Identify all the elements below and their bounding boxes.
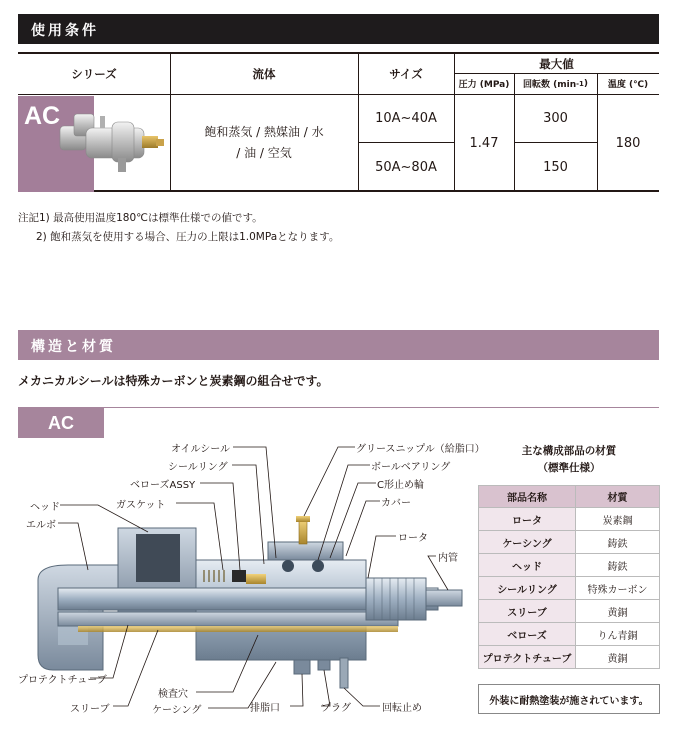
materials-col-name: 部品名称 — [479, 486, 576, 508]
materials-title — [478, 443, 660, 477]
table-row — [479, 623, 660, 646]
materials-table — [478, 485, 660, 669]
part-material: 黄銅 — [576, 646, 660, 669]
section-header-structure — [18, 330, 659, 360]
label-c-ring: C形止め輪 — [377, 480, 424, 491]
label-gasket: ガスケット — [116, 500, 166, 511]
part-material: りん青銅 — [576, 623, 660, 646]
table-row — [479, 577, 660, 600]
series-tab-label: AC — [48, 413, 74, 433]
section-title: 構造と材質 — [31, 339, 116, 355]
section-header-conditions — [18, 14, 659, 44]
part-material: 特殊カーボン — [576, 577, 660, 600]
rpm-row1: 300 — [543, 110, 568, 126]
rpm-row2: 150 — [543, 159, 568, 175]
label-elbow: エルボ — [26, 520, 56, 531]
cross-section-diagram — [18, 430, 485, 730]
label-plug: プラグ — [321, 703, 351, 714]
fluid-cell — [170, 94, 358, 192]
part-name: ヘッド — [479, 554, 576, 577]
header-fluid: 流体 — [252, 67, 276, 81]
label-sleeve: スリーブ — [70, 704, 110, 715]
part-name: ベローズ — [479, 623, 576, 646]
size-row2: 50A~80A — [375, 159, 437, 175]
label-cover: カバー — [381, 498, 411, 509]
header-size: サイズ — [389, 67, 423, 81]
label-inner-pipe: 内管 — [438, 553, 458, 564]
table-row — [479, 554, 660, 577]
label-rotation-stop: 回転止め — [382, 703, 422, 714]
part-name: プロテクトチューブ — [479, 646, 576, 669]
materials-title-line1: 主な構成部品の材質 — [521, 445, 617, 457]
part-name: ロータ — [479, 508, 576, 531]
label-head: ヘッド — [30, 502, 60, 513]
table-row — [479, 600, 660, 623]
rpm-sup: -1 — [576, 79, 584, 88]
materials-col-material: 材質 — [576, 486, 660, 508]
label-drain: 排脂口 — [250, 703, 280, 714]
temp-value: 180 — [615, 135, 641, 151]
divider — [18, 407, 659, 408]
table-row — [479, 531, 660, 554]
note-2: 2) 飽和蒸気を使用する場合、圧力の上限は1.0MPaとなります。 — [36, 231, 340, 243]
label-casing: ケーシング — [152, 705, 202, 716]
header-pressure: 圧力 (MPa) — [458, 80, 510, 90]
materials-header-row — [479, 486, 660, 508]
size-row1: 10A~40A — [375, 110, 437, 126]
series-name: AC — [24, 102, 61, 130]
part-material: 炭素鋼 — [576, 508, 660, 531]
part-name: スリーブ — [479, 600, 576, 623]
label-inspection-hole: 検査穴 — [158, 689, 188, 700]
part-name: ケーシング — [479, 531, 576, 554]
section-title: 使用条件 — [31, 23, 99, 39]
header-max: 最大値 — [539, 56, 574, 71]
rpm-suffix: ) — [583, 78, 589, 89]
spec-table — [18, 52, 659, 192]
header-rpm — [514, 73, 597, 94]
label-bellows-assy: ベローズASSY — [130, 480, 196, 491]
part-material: 鋳鉄 — [576, 554, 660, 577]
materials-title-line2: （標準仕様） — [537, 462, 601, 474]
header-series: シリーズ — [71, 67, 117, 81]
part-name: シールリング — [479, 577, 576, 600]
label-rotor: ロータ — [398, 533, 428, 544]
fluid-line1: 飽和蒸気 / 熱媒油 / 水 — [204, 125, 324, 139]
coating-note: 外装に耐熱塗装が施されています。 — [478, 684, 660, 714]
table-row — [479, 508, 660, 531]
structure-description: メカニカルシールは特殊カーボンと炭素鋼の組合せです。 — [18, 374, 329, 388]
label-protect-tube: プロテクトチューブ — [18, 675, 107, 686]
label-oil-seal: オイルシール — [171, 444, 231, 455]
fluid-line2: / 油 / 空気 — [236, 146, 292, 160]
rpm-prefix: 回転数 (min — [522, 80, 577, 90]
label-grease-nipple: グリースニップル（給脂口） — [356, 444, 485, 455]
notes — [18, 209, 339, 247]
rotary-joint-photo — [52, 96, 168, 192]
table-row — [479, 646, 660, 669]
pressure-value: 1.47 — [469, 135, 499, 151]
label-ball-bearing: ボールベアリング — [371, 462, 451, 473]
part-material: 鋳鉄 — [576, 531, 660, 554]
note-1: 注記1) 最高使用温度180℃は標準仕様での値です。 — [18, 212, 263, 224]
label-seal-ring: シールリング — [168, 462, 228, 473]
part-material: 黄銅 — [576, 600, 660, 623]
header-temp: 温度 (℃) — [607, 80, 649, 90]
